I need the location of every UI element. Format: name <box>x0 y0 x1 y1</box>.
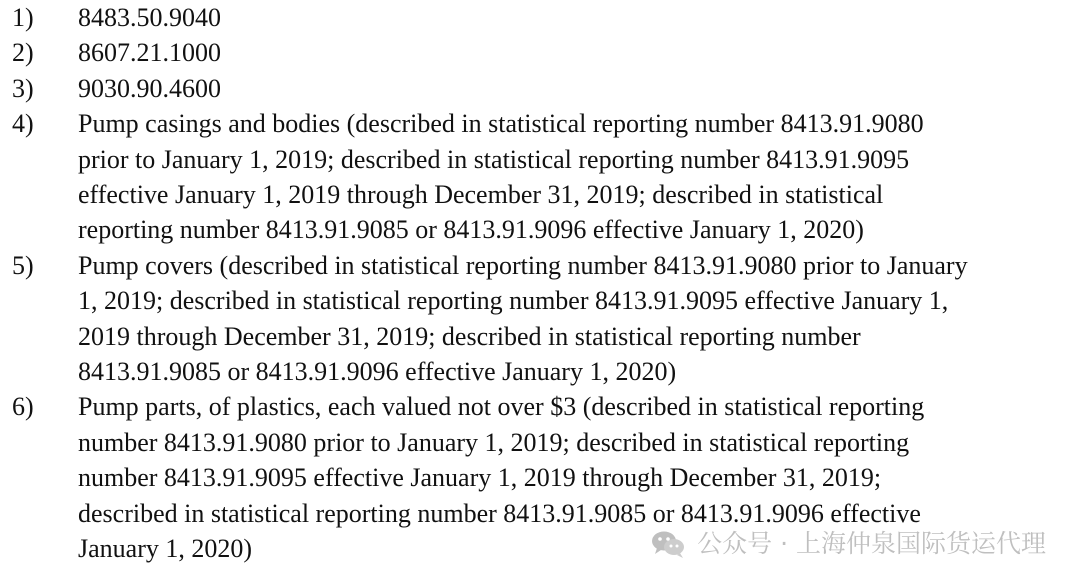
list-item-number: 2) <box>12 38 34 68</box>
list-item <box>0 106 1080 248</box>
list-item-number: 5) <box>12 250 34 280</box>
list-item <box>0 389 1080 566</box>
list-item-number: 6) <box>12 392 34 422</box>
list-item-text: Pump parts, of plastics, each valued not over $3 (described in statistical reporting number 8413.91.9080 prior to January 1, 2019; described in statistical reporting number 8413.91.9095 effective January 1, 2019 through December 31, 2019; described in statistical reporting number 8413.91.9085 or 8413.91.9096 effective January 1, 2020) <box>78 392 925 564</box>
list-item-number: 1) <box>12 3 34 32</box>
list-item <box>0 35 1080 70</box>
list-item-number: 4) <box>12 109 34 139</box>
list-item-text: 8483.50.9040 <box>78 3 221 32</box>
list-item <box>0 248 1080 390</box>
list-item <box>0 0 1080 35</box>
list-item-number: 3) <box>12 73 34 103</box>
watermark-text: 公众号 · 上海仲泉国际货运代理 <box>697 529 1046 558</box>
list-item-text: Pump covers (described in statistical reporting number 8413.91.9080 prior to January 1, 2019; described in statistical reporting number 8413.91.9095 effective January 1, 2019 through December 31, 2019; described in statistical reporting number 8413.91.9085 or 8413.91.9096 effective January 1, 2020) <box>78 250 968 387</box>
list-item-text: Pump casings and bodies (described in statistical reporting number 8413.91.9080 prior to January 1, 2019; described in statistical reporting number 8413.91.9095 effective January 1, 2019 through December 31, 2019; described in statistical reporting number 8413.91.9085 or 8413.91.9096 effective January 1, 2020) <box>78 109 924 245</box>
list-item <box>0 71 1080 106</box>
list-item-text: 9030.90.4600 <box>78 73 221 103</box>
list-item-text: 8607.21.1000 <box>78 38 221 68</box>
